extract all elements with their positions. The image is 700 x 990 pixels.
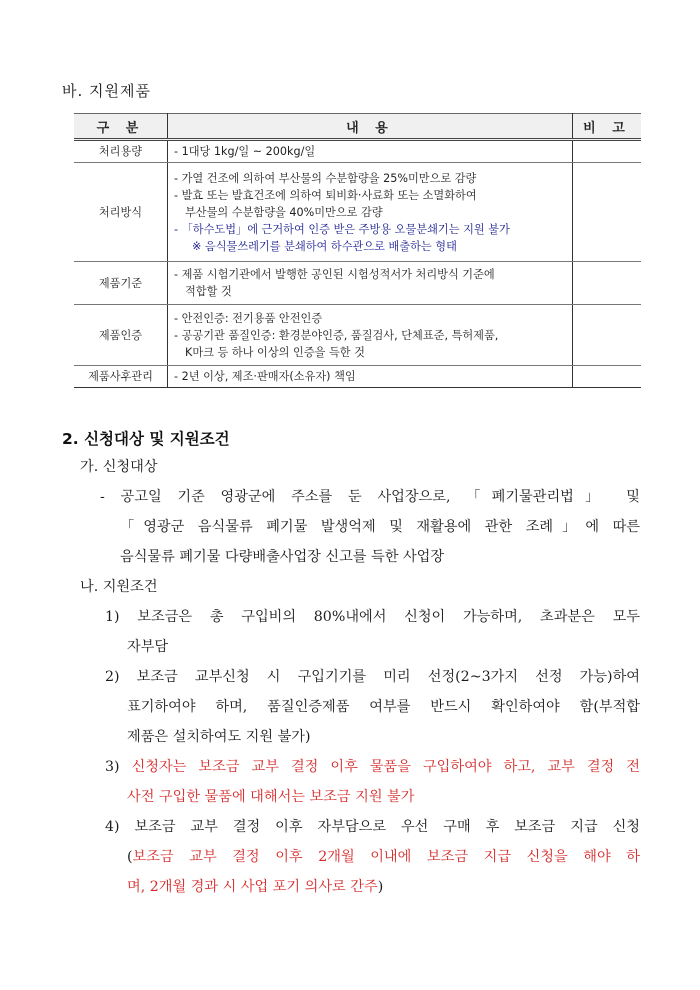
- header-category: 구 분: [74, 114, 168, 140]
- row-content: [168, 140, 573, 163]
- row-note: [573, 163, 642, 262]
- paragraph-line: 표기하여야 하며, 품질인증제품 여부를 반드시 확인하여야 함(부적합: [127, 699, 640, 715]
- row-content: [168, 366, 573, 388]
- condition-item-1: [105, 602, 640, 662]
- row-category: 제품인증: [74, 305, 168, 366]
- paragraph-line: [105, 872, 640, 902]
- table-row: [74, 366, 641, 388]
- row-category: 제품사후관리: [74, 366, 168, 388]
- section-heading-eligibility: 2. 신청대상 및 지원조건: [62, 430, 230, 448]
- header-note: 비 고: [573, 114, 642, 140]
- content-line: 부산물의 수분함량을 40%미만으로 감량: [185, 205, 383, 219]
- row-category: 처리용량: [74, 140, 168, 163]
- condition-item-2: [105, 662, 640, 752]
- content-line-note: ※ 음식물쓰레기를 분쇄하여 하수관으로 배출하는 형태: [192, 239, 457, 253]
- row-content: [168, 163, 573, 262]
- subsection-title-applicants: 가. 신청대상: [80, 459, 158, 475]
- table-row: [74, 140, 641, 163]
- row-note: [573, 262, 642, 305]
- row-note: [573, 366, 642, 388]
- item-number: 3): [105, 759, 132, 775]
- table-row: [74, 262, 641, 305]
- paragraph-line: 2) 보조금 교부신청 시 구입기기를 미리 선정(2~3가지 선정 가능)하여: [105, 669, 640, 685]
- section-title-support-products: 바. 지원제품: [62, 82, 151, 100]
- condition-item-3-warning: [105, 752, 640, 812]
- row-content: [168, 262, 573, 305]
- row-category: 제품기준: [74, 262, 168, 305]
- table-row: [74, 163, 641, 262]
- content-line: - 2년 이상, 제조·판매자(소유자) 책임: [174, 370, 356, 383]
- table-header-row: [74, 114, 641, 140]
- support-products-table: [74, 113, 641, 388]
- deadline-warning-text: 보조금 교부 결정 이후 2개월 이내에 보조금 지급 신청을 해야 하: [132, 849, 640, 865]
- paragraph-line: 4) 보조금 교부 결정 이후 자부담으로 우선 구매 후 보조금 지급 신청: [105, 819, 640, 835]
- content-line: - 가열 건조에 의하여 부산물의 수분함량을 25%미만으로 감량: [174, 171, 477, 185]
- paren-close: ): [377, 879, 384, 895]
- content-line-excluded: - 「하수도법」에 근거하여 인증 받은 주방용 오물분쇄기는 지원 불가: [174, 222, 510, 236]
- table-row: [74, 305, 641, 366]
- content-line: K마크 등 하나 이상의 인증을 득한 것: [185, 345, 365, 359]
- paragraph-line: 자부담: [127, 639, 169, 655]
- paragraph-line: [105, 842, 640, 872]
- row-category: 처리방식: [74, 163, 168, 262]
- subsection-title-conditions: 나. 지원조건: [80, 579, 158, 595]
- warning-text: 사전 구입한 물품에 대해서는 보조금 지원 불가: [127, 789, 415, 805]
- row-note: [573, 305, 642, 366]
- condition-item-4: [105, 812, 640, 902]
- paragraph-line: 제품은 설치하여도 지원 불가): [127, 729, 311, 745]
- content-line: - 1대당 1kg/일 ~ 200kg/일: [174, 145, 316, 158]
- content-line: - 제품 시험기관에서 발행한 공인된 시험성적서가 처리방식 기준에: [174, 268, 495, 281]
- paren-open: (: [127, 849, 133, 865]
- content-line: - 공공기관 품질인증: 환경분야인증, 품질검사, 단체표준, 특허제품,: [174, 328, 499, 342]
- paragraph-line: 「영광군 음식물류 폐기물 발생억제 및 재활용에 관한 조례」에 따른: [120, 519, 640, 535]
- paragraph-line: 1) 보조금은 총 구입비의 80%내에서 신청이 가능하며, 초과분은 모두: [105, 609, 640, 625]
- row-content: [168, 305, 573, 366]
- row-note: [573, 140, 642, 163]
- applicants-description: [100, 482, 640, 572]
- header-content: 내 용: [168, 114, 573, 140]
- content-line: 적합할 것: [185, 285, 232, 298]
- content-line: - 발효 또는 발효건조에 의하여 퇴비화·사료화 또는 소멸화하여: [174, 188, 477, 202]
- content-line: - 안전인증: 전기용품 안전인증: [174, 311, 323, 325]
- paragraph-line: - 공고일 기준 영광군에 주소를 둔 사업장으로, 「폐기물관리법」 및: [100, 489, 640, 505]
- paragraph-line: 음식물류 폐기물 다량배출사업장 신고를 득한 사업장: [120, 549, 445, 565]
- warning-text: 신청자는 보조금 교부 결정 이후 물품을 구입하여야 하고, 교부 결정 전: [131, 759, 640, 775]
- deadline-warning-text: 며, 2개월 경과 시 사업 포기 의사로 간주: [127, 879, 378, 895]
- paragraph-line: [105, 752, 640, 782]
